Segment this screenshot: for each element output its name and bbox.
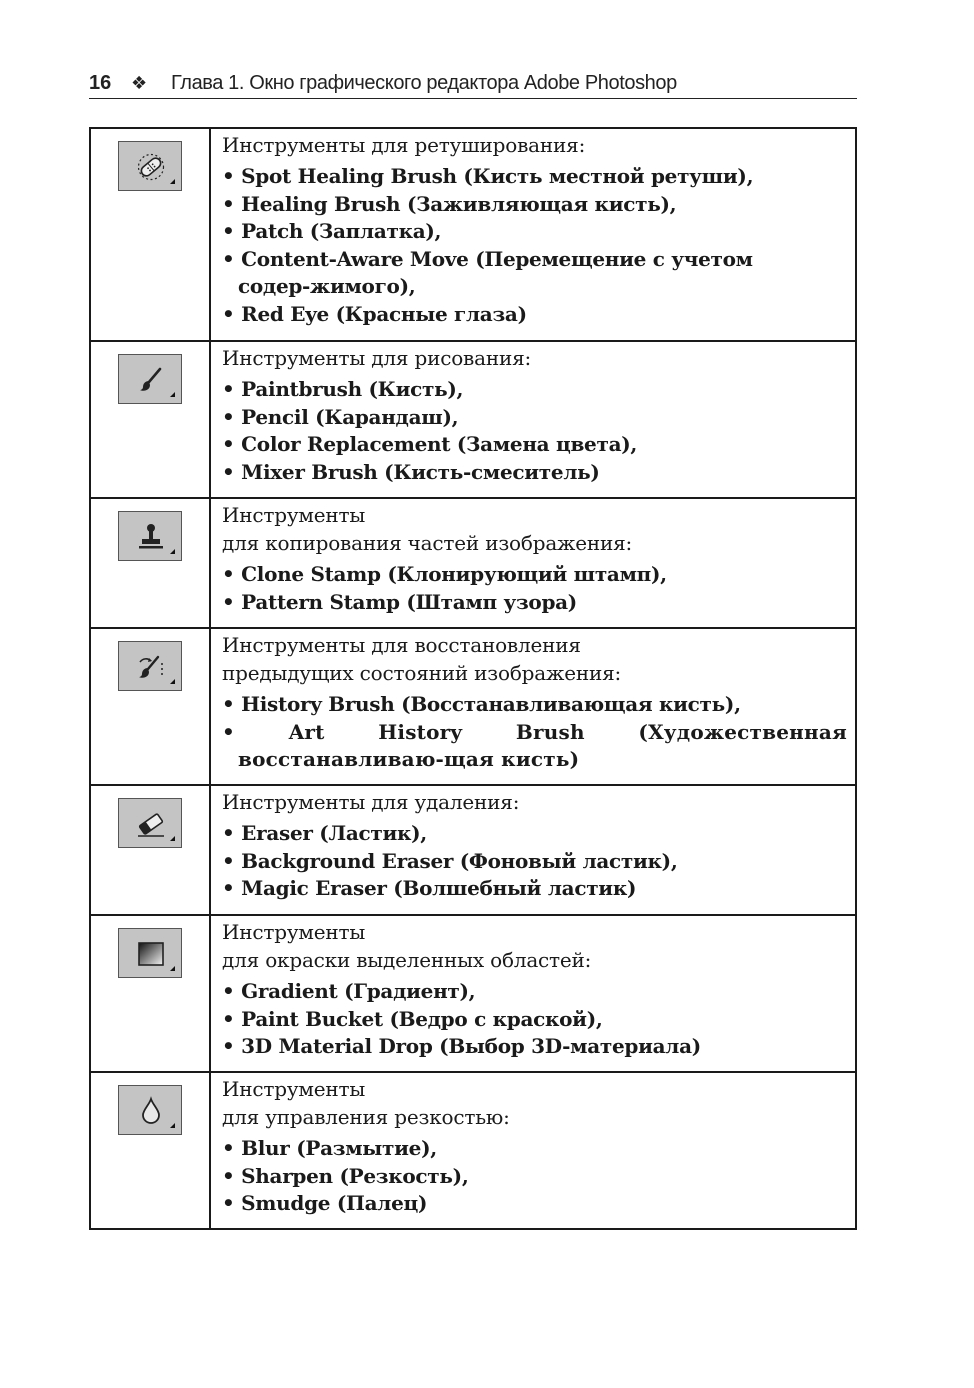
icon-cell xyxy=(90,498,210,628)
tools-table xyxy=(89,127,857,1230)
table-row xyxy=(90,785,856,915)
group-title: для управления резкостью: xyxy=(222,1105,510,1129)
page-number: 16 xyxy=(89,72,112,94)
list-item: • 3D Material Drop (Выбор 3D-материала) xyxy=(222,1033,847,1061)
group-painting xyxy=(210,341,856,498)
list-item: • Pattern Stamp (Штамп узора) xyxy=(222,589,847,617)
list-item: • Content-Aware Move (Перемещение с учетом содер-жимого), xyxy=(222,246,847,301)
list-item: • Clone Stamp (Клонирующий штамп), xyxy=(222,561,847,589)
list-item: • Patch (Заплатка), xyxy=(222,218,847,246)
list-item: • Art History Brush (Художественная восстанавливаю-щая кисть) xyxy=(222,719,847,774)
blur-drop-icon xyxy=(118,1085,182,1135)
list-item: • Paintbrush (Кисть), xyxy=(222,376,847,404)
running-head xyxy=(89,68,857,99)
gradient-icon xyxy=(118,928,182,978)
group-title: Инструменты для восстановления xyxy=(222,633,581,657)
group-title: Инструменты для рисования: xyxy=(222,346,532,370)
list-item: • Smudge (Палец) xyxy=(222,1190,847,1218)
list-item: • Mixer Brush (Кисть-смеситель) xyxy=(222,459,847,487)
list-item: • Spot Healing Brush (Кисть местной ретуши), xyxy=(222,163,847,191)
list-item: • Background Eraser (Фоновый ластик), xyxy=(222,848,847,876)
list-item: • Pencil (Карандаш), xyxy=(222,404,847,432)
icon-cell xyxy=(90,341,210,498)
icon-cell xyxy=(90,628,210,785)
group-title: Инструменты xyxy=(222,1077,366,1101)
group-history xyxy=(210,628,856,785)
history-brush-icon xyxy=(118,641,182,691)
list-item: • Sharpen (Резкость), xyxy=(222,1163,847,1191)
icon-cell xyxy=(90,1072,210,1229)
table-row xyxy=(90,915,856,1072)
icon-cell xyxy=(90,128,210,341)
list-item: • History Brush (Восстанавливающая кисть), xyxy=(222,691,847,719)
group-retouching xyxy=(210,128,856,341)
list-item: • Blur (Размытие), xyxy=(222,1135,847,1163)
icon-cell xyxy=(90,785,210,915)
list-item: • Red Eye (Красные глаза) xyxy=(222,301,847,329)
group-filling xyxy=(210,915,856,1072)
group-title: для копирования частей изображения: xyxy=(222,531,633,555)
spot-healing-icon xyxy=(118,141,182,191)
list-item: • Magic Eraser (Волшебный ластик) xyxy=(222,875,847,903)
group-title: Инструменты xyxy=(222,503,366,527)
eraser-icon xyxy=(118,798,182,848)
table-row xyxy=(90,628,856,785)
clone-stamp-icon xyxy=(118,511,182,561)
group-title: для окраски выделенных областей: xyxy=(222,948,592,972)
table-row xyxy=(90,1072,856,1229)
group-title: Инструменты для удаления: xyxy=(222,790,520,814)
table-row xyxy=(90,128,856,341)
group-title: Инструменты для ретуширования: xyxy=(222,133,586,157)
chapter-title: Глава 1. Окно графического редактора Adobe Photoshop xyxy=(171,72,677,94)
list-item: • Color Replacement (Замена цвета), xyxy=(222,431,847,459)
group-sharpness xyxy=(210,1072,856,1229)
list-item: • Eraser (Ластик), xyxy=(222,820,847,848)
list-item: • Healing Brush (Заживляющая кисть), xyxy=(222,191,847,219)
ornament-icon: ❖ xyxy=(131,73,148,93)
table-row xyxy=(90,341,856,498)
table-row xyxy=(90,498,856,628)
group-title: Инструменты xyxy=(222,920,366,944)
group-erasing xyxy=(210,785,856,915)
list-item: • Gradient (Градиент), xyxy=(222,978,847,1006)
group-copying xyxy=(210,498,856,628)
group-title: предыдущих состояний изображения: xyxy=(222,661,622,685)
icon-cell xyxy=(90,915,210,1072)
paintbrush-icon xyxy=(118,354,182,404)
list-item: • Paint Bucket (Ведро с краской), xyxy=(222,1006,847,1034)
